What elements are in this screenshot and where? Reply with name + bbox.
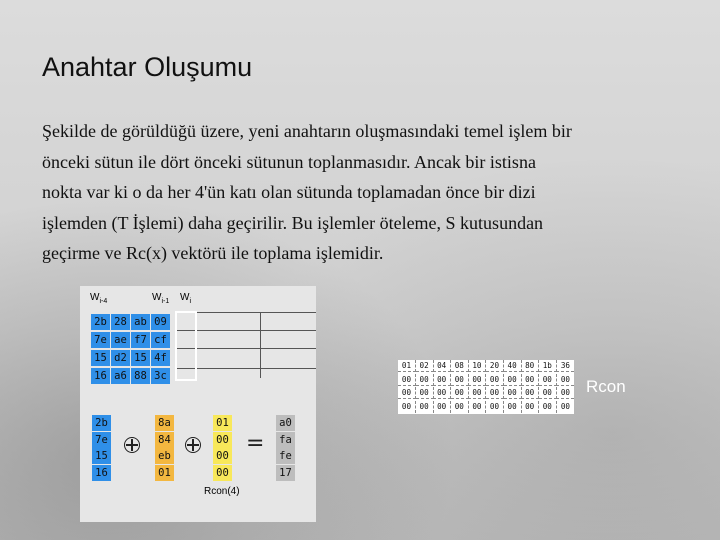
rcon-table-cell: 00: [416, 374, 434, 386]
substituted-word-cell: 84: [155, 432, 174, 448]
rcon-table-cell: 00: [451, 401, 469, 413]
rcon-table-cell: 00: [416, 387, 434, 399]
w-i-4-cell: 7e: [92, 432, 111, 448]
result-cell: fa: [276, 432, 295, 448]
key-matrix-cell: cf: [151, 332, 170, 348]
rcon-table-cell: 00: [433, 374, 451, 386]
substituted-word-cell: 01: [155, 465, 174, 481]
rcon-table-cell: 08: [451, 360, 469, 372]
rcon-table-cell: 00: [521, 374, 539, 386]
substituted-word-cell: eb: [155, 448, 174, 464]
rcon-table-cell: 00: [556, 387, 574, 399]
rcon-table-cell: 04: [433, 360, 451, 372]
label-w-i-4: $W_{i-4}$: [90, 292, 108, 305]
rcon-table-cell: 00: [433, 401, 451, 413]
rcon-table-cell: 20: [486, 360, 504, 372]
rcon-table-cell: 00: [451, 387, 469, 399]
key-matrix-cell: d2: [111, 350, 130, 366]
rcon-table-cell: 40: [504, 360, 522, 372]
key-matrix-cell: 2b: [91, 314, 110, 330]
xor-operator-icon: [185, 437, 201, 453]
rcon-table-cell: 02: [416, 360, 434, 372]
key-matrix-cell: f7: [131, 332, 150, 348]
rcon-table-cell: 00: [539, 374, 557, 386]
rcon-table-cell: 00: [451, 374, 469, 386]
rcon-cell: 00: [213, 448, 232, 464]
w-i-column-outline: [175, 311, 197, 381]
rcon-table-cell: 1b: [539, 360, 557, 372]
key-matrix-cell: ab: [131, 314, 150, 330]
rcon-4-label: Rcon(4): [204, 486, 240, 497]
paragraph-line: işlemden (T İşlemi) daha geçirilir. Bu işlemler öteleme, S kutusundan: [42, 212, 544, 233]
rcon-table-cell: 00: [539, 387, 557, 399]
rcon-table-cell: 00: [521, 401, 539, 413]
key-matrix-cell: 15: [91, 350, 110, 366]
rcon-table-cell: 00: [468, 401, 486, 413]
rcon-table-cell: 01: [398, 360, 416, 372]
body-paragraph: [42, 116, 702, 269]
rcon-table-cell: 00: [468, 374, 486, 386]
label-w-i: $W_i$: [180, 292, 192, 305]
rcon-table-cell: 00: [433, 387, 451, 399]
substituted-word-cell: 8a: [155, 415, 174, 431]
grid-line: [176, 330, 316, 331]
paragraph-line: Şekilde de görüldüğü üzere, yeni anahtarın oluşmasındaki temel işlem bir: [42, 121, 572, 141]
key-matrix-cell: ae: [111, 332, 130, 348]
key-matrix-cell: 15: [131, 350, 150, 366]
equals-sign-icon: =: [246, 431, 265, 456]
rcon-cell: 01: [213, 415, 232, 431]
rcon-cell: 00: [213, 432, 232, 448]
key-matrix-cell: 28: [111, 314, 130, 330]
w-i-4-cell: 15: [92, 448, 111, 464]
key-matrix-cell: 4f: [151, 350, 170, 366]
paragraph-line: geçirme ve Rc(x) vektörü ile toplama işlemidir.: [42, 243, 384, 263]
rcon-cell: 00: [213, 465, 232, 481]
w-i-4-cell: 2b: [92, 415, 111, 431]
rcon-table-cell: 00: [486, 387, 504, 399]
w-i-4-cell: 16: [92, 465, 111, 481]
page-title: Anahtar Oluşumu: [42, 52, 253, 82]
rcon-table-cell: 00: [398, 374, 416, 386]
rcon-table-cell: 00: [539, 401, 557, 413]
rcon-table-cell: 00: [556, 374, 574, 386]
rcon-table-cell: 00: [521, 387, 539, 399]
grid-line: [176, 368, 316, 369]
rcon-table-cell: 00: [504, 387, 522, 399]
key-matrix-cell: 09: [151, 314, 170, 330]
paragraph-line: önceki sütun ile dört önceki sütunun toplanmasıdır. Ancak bir istisna: [42, 151, 536, 172]
rcon-table-cell: 00: [560, 401, 570, 411]
rcon-table-cell: 00: [504, 374, 522, 386]
key-matrix-cell: 88: [131, 368, 150, 384]
rcon-title: Rcon: [586, 377, 626, 396]
rcon-table-cell: 00: [486, 374, 504, 386]
rcon-table-cell: 00: [486, 401, 504, 413]
grid-line: [176, 348, 316, 349]
rcon-table-cell: 36: [556, 360, 574, 372]
key-matrix-cell: 3c: [151, 368, 170, 384]
rcon-table-cell: 00: [504, 401, 522, 413]
rcon-table-cell: 00: [398, 401, 416, 413]
key-matrix-cell: 7e: [91, 332, 110, 348]
grid-line: [176, 312, 316, 313]
label-w-i-1: $W_{i-1}$: [152, 292, 170, 305]
rcon-table-cell: 10: [468, 360, 486, 372]
grid-line: [260, 312, 261, 378]
key-matrix-cell: 16: [91, 368, 110, 384]
rcon-table-cell: 00: [468, 387, 486, 399]
rcon-table-cell: 80: [521, 360, 539, 372]
result-cell: a0: [276, 415, 295, 431]
result-cell: fe: [276, 448, 295, 464]
key-expansion-figure: [80, 286, 316, 522]
paragraph-line: nokta var ki o da her 4'ün katı olan sütunda toplamadan önce bir dizi: [42, 182, 536, 202]
xor-operator-icon: [124, 437, 140, 453]
key-matrix-cell: a6: [111, 368, 130, 384]
rcon-table-cell: 00: [416, 401, 434, 413]
result-cell: 17: [276, 465, 295, 481]
rcon-table: [398, 360, 574, 414]
rcon-table-cell: 00: [398, 387, 416, 399]
